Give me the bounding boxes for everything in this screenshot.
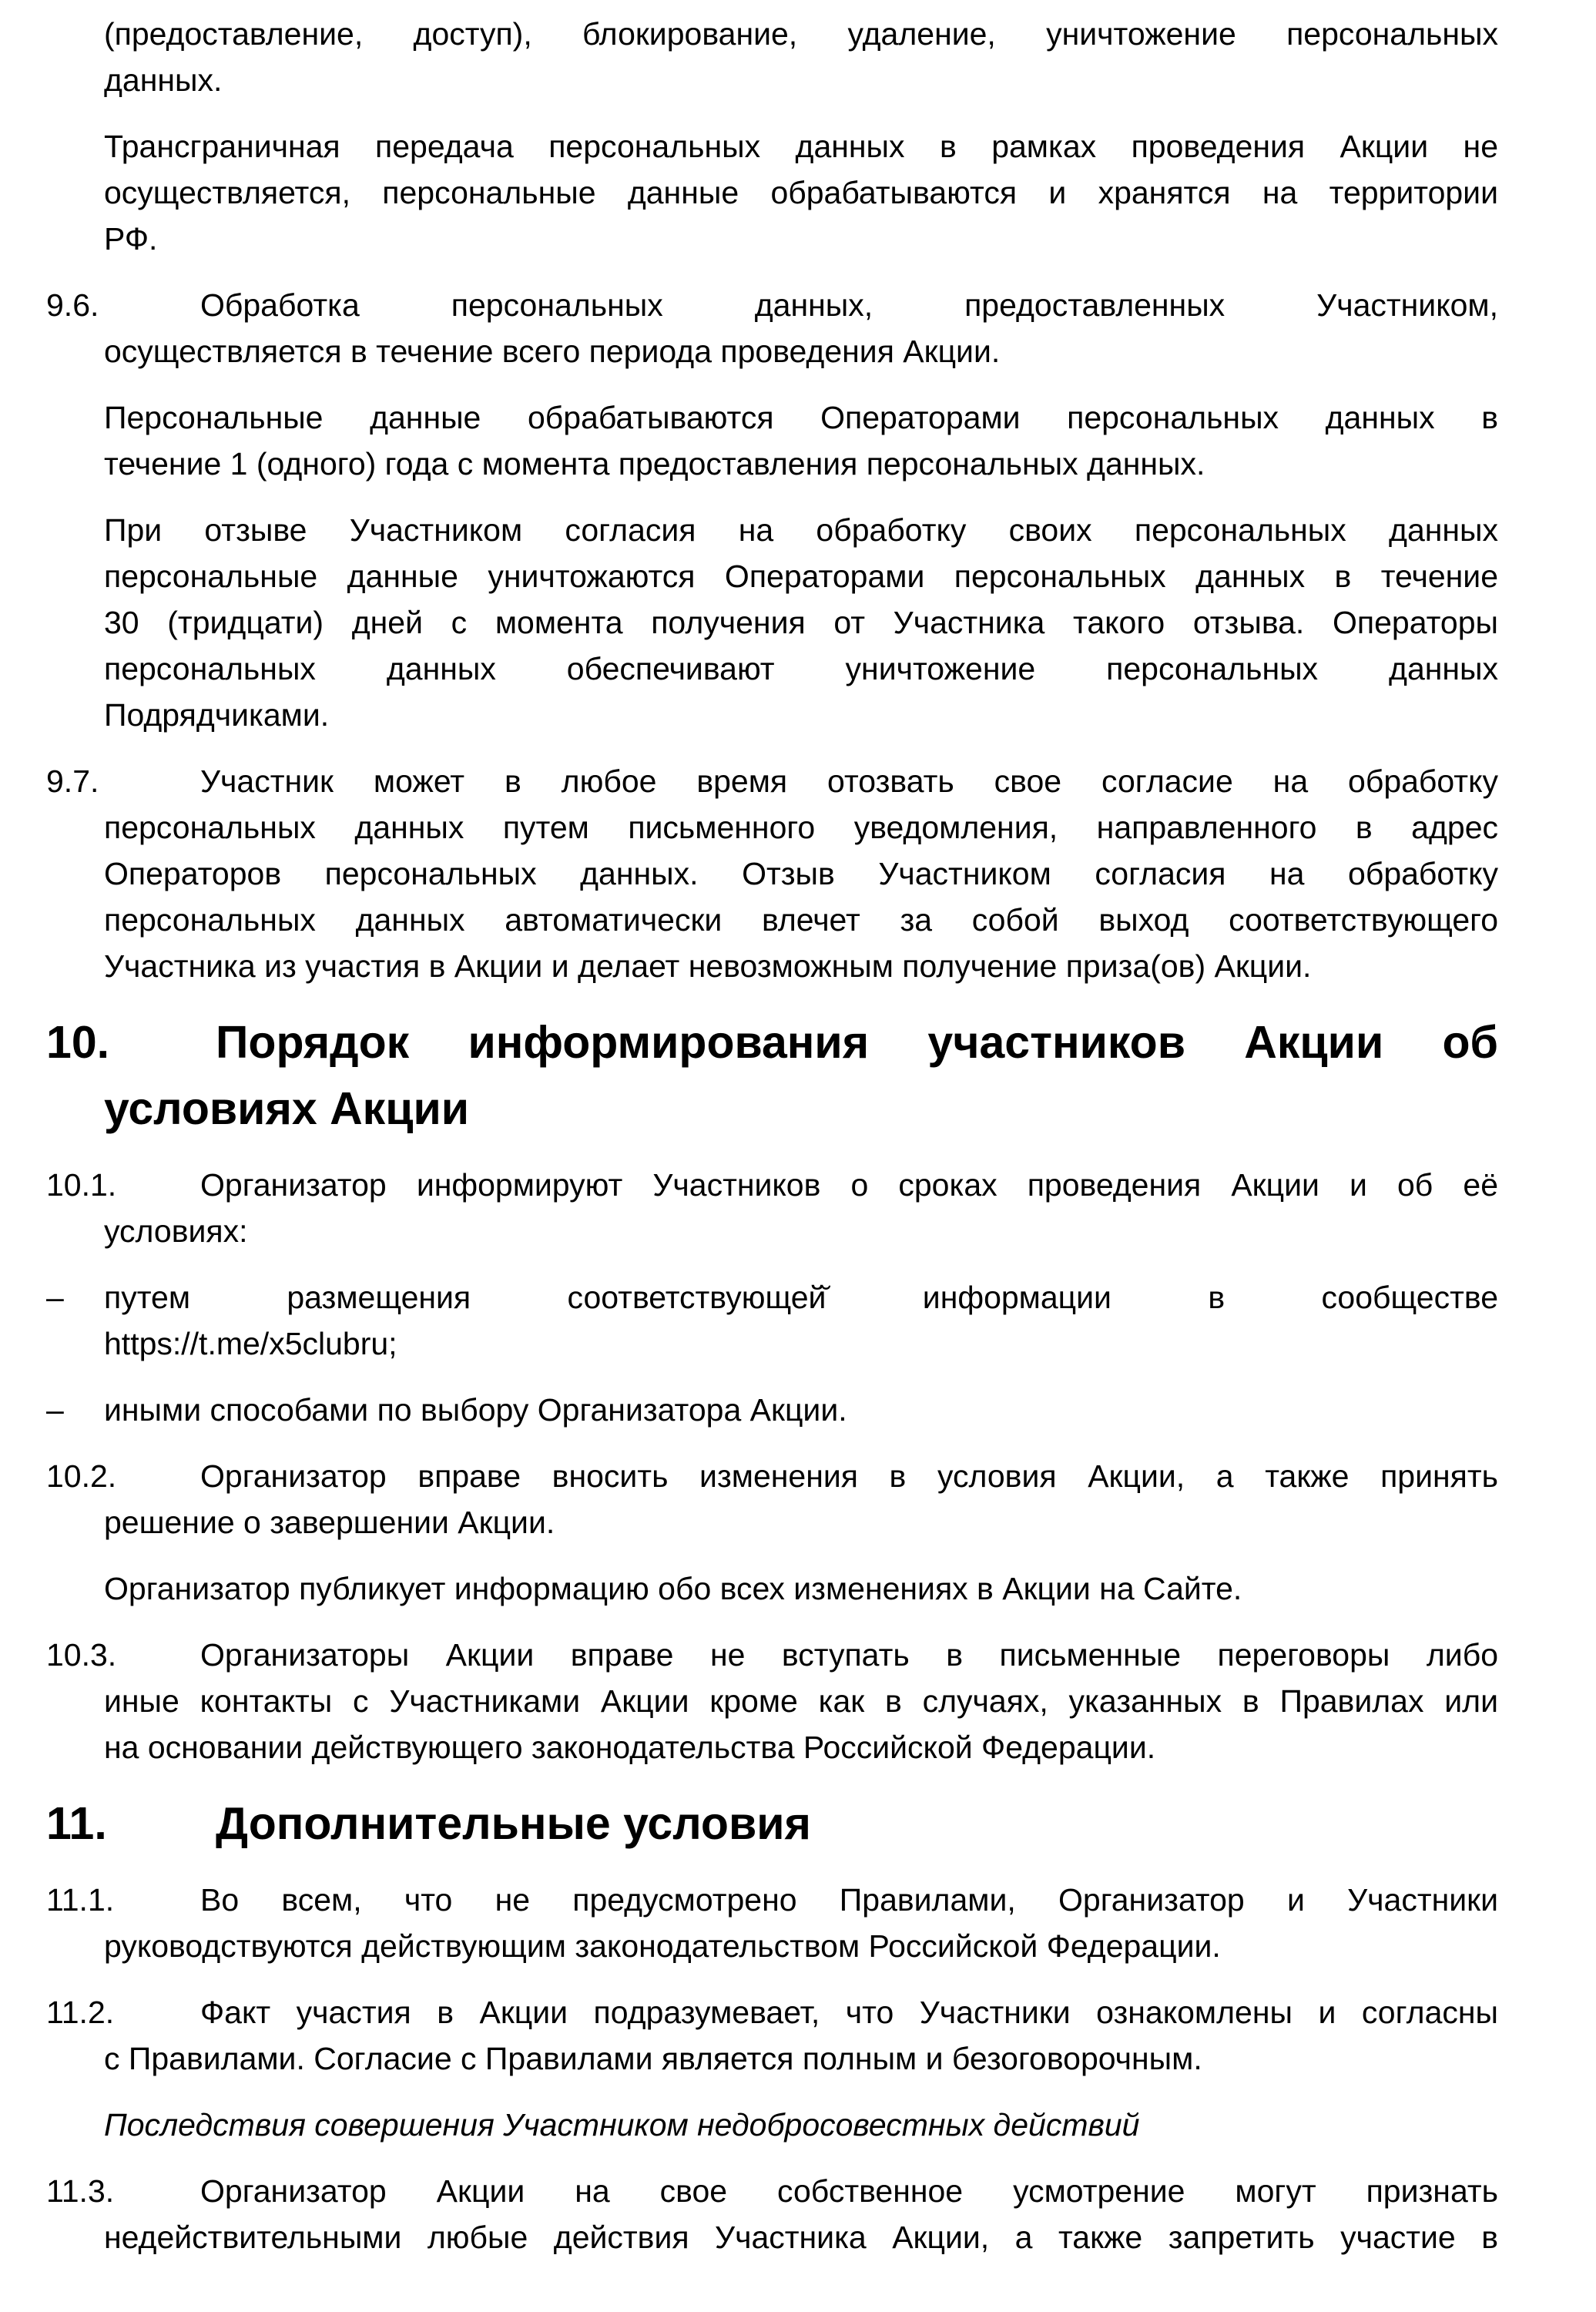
text-run: Организатор информируют Участников о сроках проведения Акции и об её xyxy=(200,1167,1498,1203)
tab-spacer xyxy=(104,2201,200,2202)
text-line: Последствия совершения Участником недобросовестных действий xyxy=(104,2107,1140,2143)
text-run: Обработка персональных данных, предоставленных Участником, xyxy=(200,287,1498,323)
paragraph-number: 10.3. xyxy=(46,1637,117,1673)
tab-spacer xyxy=(104,1195,200,1196)
tab-spacer xyxy=(104,1486,200,1487)
text-line: руководствуются действующим законодательством Российской Федерации. xyxy=(104,1928,1221,1964)
paragraph-processing-term xyxy=(104,394,1498,487)
telegram-url: https://t.me/x5clubru; xyxy=(104,1326,397,1361)
paragraph-changes-published xyxy=(104,1565,1498,1612)
paragraph-number: 11.3. xyxy=(46,2173,115,2209)
bullet-dash: – xyxy=(46,1280,64,1315)
paragraph-number: 11.2. xyxy=(46,1995,115,2030)
text-run: Порядок информирования участников Акции об xyxy=(216,1017,1498,1068)
text-run: Факт участия в Акции подразумевает, что Участники ознакомлены и согласны xyxy=(200,1995,1498,2030)
paragraph-number: 10.2. xyxy=(46,1458,117,1494)
heading-number: 11. xyxy=(46,1798,107,1849)
text-line: условиях Акции xyxy=(104,1083,470,1134)
text-line: путем размещения соответствующей̆ информации в сообществе xyxy=(104,1280,1498,1315)
text-line xyxy=(104,1790,1498,1857)
text-line: Операторов персональных данных. Отзыв Участником согласия на обработку xyxy=(104,856,1498,891)
text-line: персональные данные уничтожаются Операторами персональных данных в течение xyxy=(104,559,1498,594)
paragraph-9-6 xyxy=(46,282,1498,374)
bullet-community-info xyxy=(46,1274,1498,1367)
text-line: осуществляется, персональные данные обрабатываются и хранятся на территории xyxy=(104,175,1498,210)
text-run: Во всем, что не предусмотрено Правилами, Организатор и Участники xyxy=(200,1882,1498,1918)
text-line: условиях: xyxy=(104,1213,248,1249)
bullet-other-ways xyxy=(46,1387,1498,1433)
text-line: При отзыве Участником согласия на обработку своих персональных данных xyxy=(104,512,1498,548)
text-line: персональных данных обеспечивают уничтожение персональных данных xyxy=(104,651,1498,686)
tab-spacer xyxy=(104,1665,200,1666)
tab-spacer xyxy=(104,1057,216,1058)
text-line xyxy=(104,1162,1498,1208)
heading-11 xyxy=(46,1790,1498,1857)
text-line xyxy=(104,1877,1498,1923)
paragraph-number: 11.1. xyxy=(46,1882,115,1918)
text-line: с Правилами. Согласие с Правилами является полным и безоговорочным. xyxy=(104,2041,1202,2076)
text-run: Участник может в любое время отозвать свое согласие на обработку xyxy=(200,763,1498,799)
text-line: недействительными любые действия Участника Акции, а также запретить участие в xyxy=(104,2220,1498,2255)
text-line: осуществляется в течение всего периода проведения Акции. xyxy=(104,334,1001,369)
text-line xyxy=(104,1989,1498,2035)
text-line xyxy=(104,1453,1498,1499)
text-line xyxy=(104,2168,1498,2214)
paragraph-9-5-continuation xyxy=(104,11,1498,103)
text-line: РФ. xyxy=(104,221,158,257)
paragraph-consent-withdrawal-term xyxy=(104,507,1498,738)
paragraph-9-7 xyxy=(46,758,1498,989)
tab-spacer xyxy=(104,1838,216,1839)
text-line xyxy=(104,758,1498,804)
text-line: 30 (тридцати) дней с момента получения от Участника такого отзыва. Операторы xyxy=(104,605,1498,640)
text-run: Дополнительные условия xyxy=(216,1798,811,1849)
text-line: персональных данных автоматически влечет за собой выход соответствующего xyxy=(104,902,1498,938)
text-line: иными способами по выбору Организатора Акции. xyxy=(104,1392,847,1428)
paragraph-10-3 xyxy=(46,1632,1498,1770)
text-line: течение 1 (одного) года с момента предоставления персональных данных. xyxy=(104,446,1205,482)
text-line: Участника из участия в Акции и делает невозможным получение приза(ов) Акции. xyxy=(104,948,1312,984)
text-line: на основании действующего законодательства Российской Федерации. xyxy=(104,1730,1156,1765)
text-line: решение о завершении Акции. xyxy=(104,1505,555,1540)
text-line: Подрядчиками. xyxy=(104,697,330,733)
text-run: Организатор вправе вносить изменения в условия Акции, а также принять xyxy=(200,1458,1498,1494)
paragraph-number: 10.1. xyxy=(46,1167,117,1203)
paragraph-number: 9.6. xyxy=(46,287,99,323)
heading-10 xyxy=(46,1009,1498,1142)
paragraph-11-1 xyxy=(46,1877,1498,1969)
text-line xyxy=(104,1632,1498,1678)
paragraph-cross-border xyxy=(104,123,1498,262)
paragraph-bad-faith-caption xyxy=(104,2102,1498,2148)
text-line: Трансграничная передача персональных данных в рамках проведения Акции не xyxy=(104,129,1498,164)
tab-spacer xyxy=(104,1910,200,1911)
text-line: персональных данных путем письменного уведомления, направленного в адрес xyxy=(104,810,1498,845)
paragraph-11-2 xyxy=(46,1989,1498,2082)
text-line xyxy=(104,282,1498,328)
text-line: (предоставление, доступ), блокирование, удаление, уничтожение персональных xyxy=(104,16,1498,52)
tab-spacer xyxy=(104,791,200,792)
tab-spacer xyxy=(104,2022,200,2023)
tab-spacer xyxy=(104,315,200,316)
paragraph-10-2 xyxy=(46,1453,1498,1545)
text-run: Организаторы Акции вправе не вступать в письменные переговоры либо xyxy=(200,1637,1498,1673)
paragraph-10-1 xyxy=(46,1162,1498,1254)
text-run: Организатор Акции на свое собственное усмотрение могут признать xyxy=(200,2173,1498,2209)
text-line: Персональные данные обрабатываются Операторами персональных данных в xyxy=(104,400,1498,435)
text-line: Организатор публикует информацию обо всех изменениях в Акции на Сайте. xyxy=(104,1571,1242,1606)
text-line: иные контакты с Участниками Акции кроме как в случаях, указанных в Правилах или xyxy=(104,1683,1498,1719)
paragraph-11-3 xyxy=(46,2168,1498,2260)
paragraph-number: 9.7. xyxy=(46,763,99,799)
text-line: данных. xyxy=(104,62,223,98)
heading-number: 10. xyxy=(46,1017,110,1068)
bullet-dash: – xyxy=(46,1392,64,1428)
text-line xyxy=(104,1009,1498,1075)
